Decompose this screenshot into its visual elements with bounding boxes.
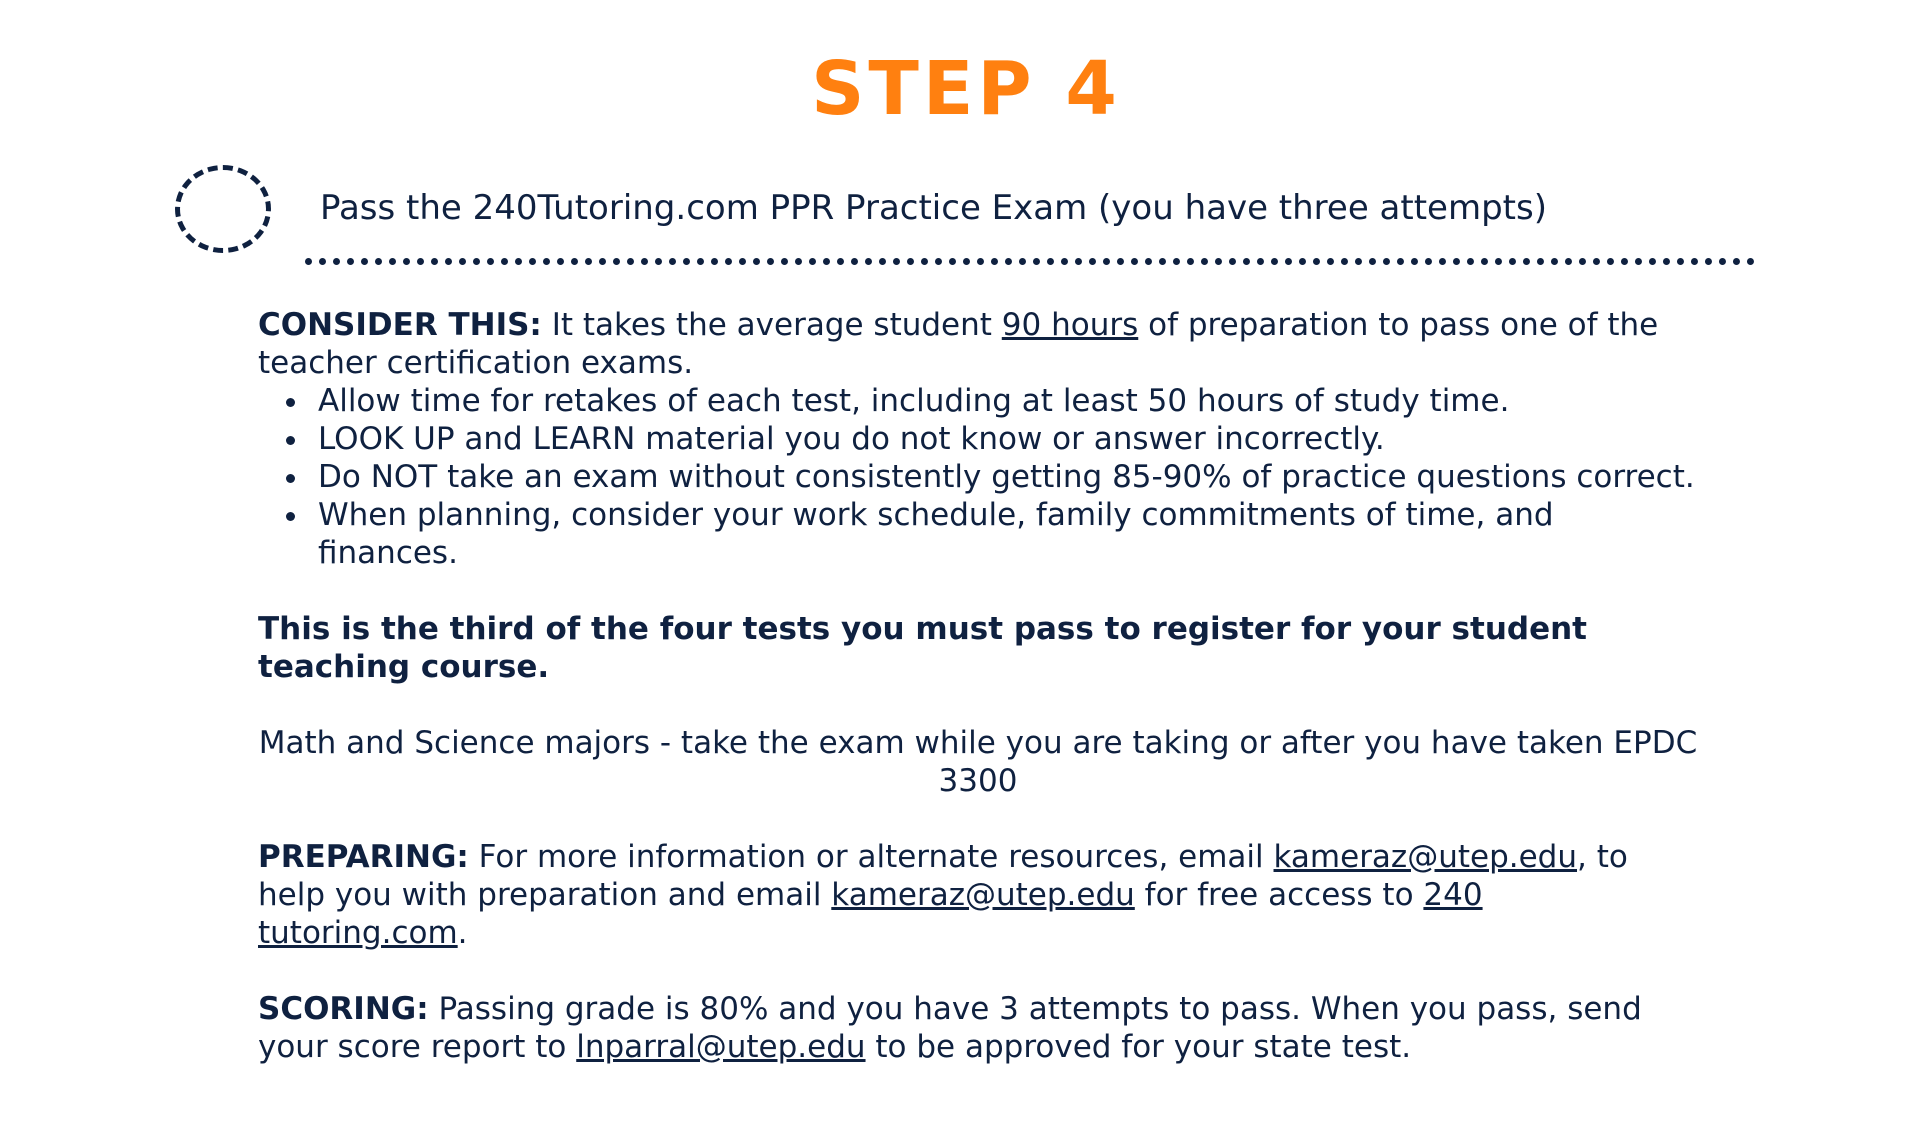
hours-link[interactable]: 90 hours bbox=[1001, 307, 1139, 343]
step-title: STEP 4 bbox=[811, 46, 1121, 132]
spacer bbox=[258, 686, 1698, 724]
bullet-item: Allow time for retakes of each test, including at least 50 hours of study time. bbox=[318, 382, 1698, 420]
consider-bullet-list bbox=[258, 382, 1698, 572]
dotted-divider bbox=[305, 258, 1755, 265]
bullet-item: Do NOT take an exam without consistently getting 85-90% of practice questions correct. bbox=[318, 458, 1698, 496]
preparing-text-4: . bbox=[457, 915, 468, 951]
majors-note: Math and Science majors - take the exam while you are taking or after you have taken EPDC 3300 bbox=[258, 725, 1698, 799]
scoring-text-2: to be approved for your state test. bbox=[865, 1029, 1412, 1065]
scoring-label: SCORING: bbox=[258, 991, 429, 1027]
email-link[interactable]: kameraz@utep.edu bbox=[831, 877, 1135, 913]
preparing-text-1: For more information or alternate resources, email bbox=[468, 839, 1274, 875]
consider-label: CONSIDER THIS: bbox=[258, 307, 542, 343]
consider-text-after: of preparation to pass one of the teacher certification exams. bbox=[258, 307, 1659, 381]
consider-text-before: It takes the average student bbox=[541, 307, 1002, 343]
bullet-item: LOOK UP and LEARN material you do not know or answer incorrectly. bbox=[318, 420, 1698, 458]
spacer bbox=[258, 572, 1698, 610]
spacer bbox=[258, 952, 1698, 990]
spacer bbox=[258, 800, 1698, 838]
scoring-text-1: Passing grade is 80% and you have 3 attempts to pass. When you pass, send your score report to bbox=[258, 991, 1642, 1065]
bullet-item: When planning, consider your work schedule, family commitments of time, and finances. bbox=[318, 496, 1698, 572]
tutoring-site-link[interactable]: 240 tutoring.com bbox=[258, 877, 1483, 951]
preparing-paragraph bbox=[258, 838, 1698, 952]
content bbox=[258, 306, 1698, 1066]
third-test-note: This is the third of the four tests you must pass to register for your student teaching course. bbox=[258, 611, 1588, 685]
task-text: Pass the 240Tutoring.com PPR Practice Exam (you have three attempts) bbox=[320, 188, 1547, 228]
consider-paragraph bbox=[258, 306, 1698, 382]
checkbox-circle-icon bbox=[175, 165, 271, 253]
email-link[interactable]: kameraz@utep.edu bbox=[1273, 839, 1578, 875]
email-link[interactable]: lnparral@utep.edu bbox=[576, 1029, 866, 1065]
scoring-paragraph bbox=[258, 990, 1698, 1066]
preparing-text-2: , to help you with preparation and email bbox=[258, 839, 1628, 913]
preparing-text-3: for free access to bbox=[1134, 877, 1424, 913]
preparing-label: PREPARING: bbox=[258, 839, 469, 875]
